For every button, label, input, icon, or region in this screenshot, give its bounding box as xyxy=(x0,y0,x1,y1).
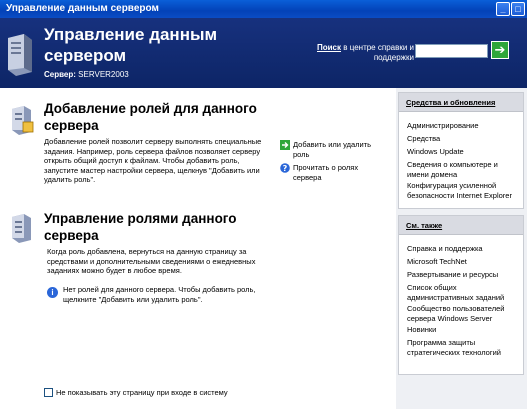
sidebar-item-help-support[interactable]: Справка и поддержка xyxy=(407,244,483,253)
sidebar-item-ie-security[interactable]: Конфигурация усиленной безопасности Internet Explorer xyxy=(407,181,512,200)
server-name-line xyxy=(44,70,129,79)
window-title: Управление данным сервером xyxy=(6,3,159,14)
manage-roles-description: Когда роль добавлена, вернуться на данную страницу за средствами и дополнительными сведениями о ежедневных заданиях можно будет в любое время. xyxy=(47,247,256,275)
add-remove-role-label: Добавить или удалить роль xyxy=(293,140,372,159)
sidebar-item-computer-info[interactable]: Сведения о компьютере и имени домена xyxy=(407,160,498,179)
server-label: Сервер: xyxy=(44,70,76,79)
maximize-button[interactable]: □ xyxy=(511,2,525,16)
manage-roles-title: Управление ролями данного сервера xyxy=(44,211,237,243)
dont-show-label[interactable]: Не показывать эту страницу при входе в систему xyxy=(56,388,228,397)
read-about-roles-label: Прочитать о ролях сервера xyxy=(293,163,359,182)
see-also-panel-title[interactable]: См. также xyxy=(399,216,523,235)
sidebar-item-community[interactable]: Сообщество пользователей сервера Windows Server xyxy=(407,304,505,323)
dont-show-checkbox[interactable] xyxy=(44,388,53,397)
right-sidebar xyxy=(396,88,527,409)
header-banner xyxy=(0,18,527,88)
help-icon xyxy=(280,163,290,173)
window-titlebar[interactable] xyxy=(0,0,527,18)
add-roles-description: Добавление ролей позволит серверу выполнять специальные задания. Например, роль сервера файлов позволяет серверу открыть общий доступ к файлам. Чтобы добавить роль, запустите мастер настройки сервера, щелкнув "Добавить или удалить роль". xyxy=(44,137,262,184)
no-roles-message: Нет ролей для данного сервера. Чтобы добавить роль, щелкните "Добавить или удалить роль". xyxy=(63,285,256,304)
green-arrow-icon xyxy=(280,140,290,150)
tools-panel-title[interactable]: Средства и обновления xyxy=(399,93,523,112)
sidebar-item-admin-tasks[interactable]: Список общих административных заданий xyxy=(407,283,505,302)
sidebar-item-technet[interactable]: Microsoft TechNet xyxy=(407,257,467,266)
server-name: SERVER2003 xyxy=(78,70,129,79)
add-roles-title: Добавление ролей для данного сервера xyxy=(44,101,257,133)
page-title: Управление данным сервером xyxy=(44,25,218,65)
sidebar-item-tools[interactable]: Средства xyxy=(407,134,441,143)
search-input[interactable] xyxy=(415,44,488,58)
minimize-button[interactable]: _ xyxy=(496,2,510,16)
sidebar-item-security-program[interactable]: Программа защиты стратегических технологий xyxy=(407,338,501,357)
sidebar-item-windows-update[interactable]: Windows Update xyxy=(407,147,464,156)
add-roles-icon xyxy=(9,104,35,136)
sidebar-item-whats-new[interactable]: Новинки xyxy=(407,325,437,334)
see-also-panel xyxy=(398,215,524,375)
svg-text:?: ? xyxy=(282,164,288,173)
sidebar-item-administration[interactable]: Администрирование xyxy=(407,121,479,130)
info-icon: i xyxy=(47,287,58,298)
search-label xyxy=(316,43,414,63)
main-content xyxy=(0,88,396,409)
search-link[interactable]: Поиск xyxy=(317,43,342,52)
server-icon xyxy=(4,32,34,76)
sidebar-item-deployment[interactable]: Развертывание и ресурсы xyxy=(407,270,499,279)
manage-roles-icon xyxy=(9,212,35,244)
search-label-rest: в центре справки и поддержки xyxy=(341,43,414,62)
tools-panel xyxy=(398,92,524,209)
search-go-button[interactable]: ➔ xyxy=(491,41,509,59)
